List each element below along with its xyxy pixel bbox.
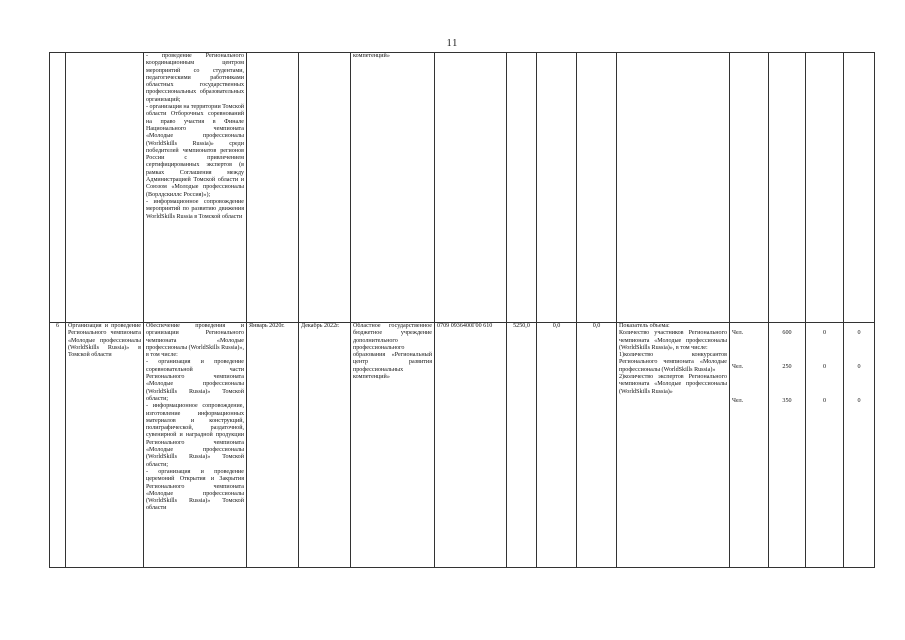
start-date <box>247 53 299 323</box>
unit-value: Чел. <box>732 398 744 404</box>
funding-year-3 <box>577 53 617 323</box>
event-description: Обеспечение проведения и организации Регионального чемпионата «Молодые профессионалы (WorldSkills Russia)», в том числе: - организация и проведение соревновательной части Регионального чемпионата «Молодые профессионалы (WorldSkills Russia)» Томской области; - информационное сопровождение, изготовление информационных материалов и конструкций, полиграфической, раздаточной, сувенирной и наградной продукции Регионального чемпионата «Молодые профессионалы (WorldSkills Russia)» Томской области; - организация и проведение церемоний Открытия и Закрытия Регионального чемпионата «Молодые профессионалы (WorldSkills Russia)» Томской области <box>144 323 247 568</box>
indicator-text <box>617 53 730 323</box>
event-name: Организация и проведение Регионального чемпионата «Молодые профессионалы (WorldSkills Russia)» в Томской области <box>66 323 144 568</box>
row-number <box>50 53 66 323</box>
table-row <box>50 323 875 568</box>
funding-year-2 <box>537 53 577 323</box>
unit-cell <box>730 53 769 323</box>
executor: Областное государственное бюджетное учреждение дополнительного профессионального образования «Региональный центр развития профессиональных компетенций» <box>351 323 435 568</box>
event-name <box>66 53 144 323</box>
value-cell-2 <box>806 53 844 323</box>
value-cell-3 <box>844 323 875 568</box>
unit-value: Чел. <box>732 364 744 370</box>
value-cell-1 <box>769 53 806 323</box>
unit-cell <box>730 323 769 568</box>
end-date: Декабрь 2022г. <box>299 323 351 568</box>
executor: компетенций» <box>351 53 435 323</box>
event-description: - проведение Регионального координационным центром мероприятий со студентами, педагогическими работниками областных государственных профессиональных образовательных организаций; - организация на территории Томской области Отборочных соревнований на право участия в Финале Национального чемпионата «Молодые профессионалы (WorldSkills Russia)» среди победителей чемпионатов регионов России с привлечением сертифицированных экспертов (в рамках Соглашения между Администрацией Томской области и Союзом «Молодые профессионалы (Ворлдскиллс Россия)»); - информационное сопровождение мероприятий по развитию движения WorldSkills Russia в Томской области <box>144 53 247 323</box>
unit-value: Чел. <box>732 330 744 336</box>
table-row <box>50 53 875 323</box>
kbk-code <box>435 53 507 323</box>
page-number: 11 <box>446 38 459 49</box>
indicator-value: 250 <box>782 364 792 370</box>
start-date: Январь 2020г. <box>247 323 299 568</box>
funding-year-2: 0,0 <box>537 323 577 568</box>
funding-amount <box>507 53 537 323</box>
end-date <box>299 53 351 323</box>
funding-year-3: 0,0 <box>577 323 617 568</box>
funding-amount: 5250,0 <box>507 323 537 568</box>
indicator-value: 0 <box>822 398 827 404</box>
kbk-code: 0709 0936400Г00 610 <box>435 323 507 568</box>
indicator-value: 0 <box>822 364 827 370</box>
indicator-value: 0 <box>857 364 861 370</box>
value-cell-2 <box>806 323 844 568</box>
indicator-text: Показатель объема: Количество участников Регионального чемпионата «Молодые профессионалы (WorldSkills Russia)», в том числе: 1)количество конкурсантов Регионального чемпионата «Молодые профессионалы (WorldSkills Russia)» 2)количество экспертов Регионального чемпионата «Молодые профессионалы (WorldSkills Russia)» <box>617 323 730 568</box>
indicator-value: 0 <box>857 398 861 404</box>
indicator-value: 350 <box>782 398 792 404</box>
row-number: 6 <box>50 323 66 568</box>
value-cell-1 <box>769 323 806 568</box>
indicator-value: 0 <box>857 330 861 336</box>
indicator-value: 600 <box>782 330 792 336</box>
program-table <box>49 52 875 568</box>
value-cell-3 <box>844 53 875 323</box>
indicator-value: 0 <box>822 330 827 336</box>
